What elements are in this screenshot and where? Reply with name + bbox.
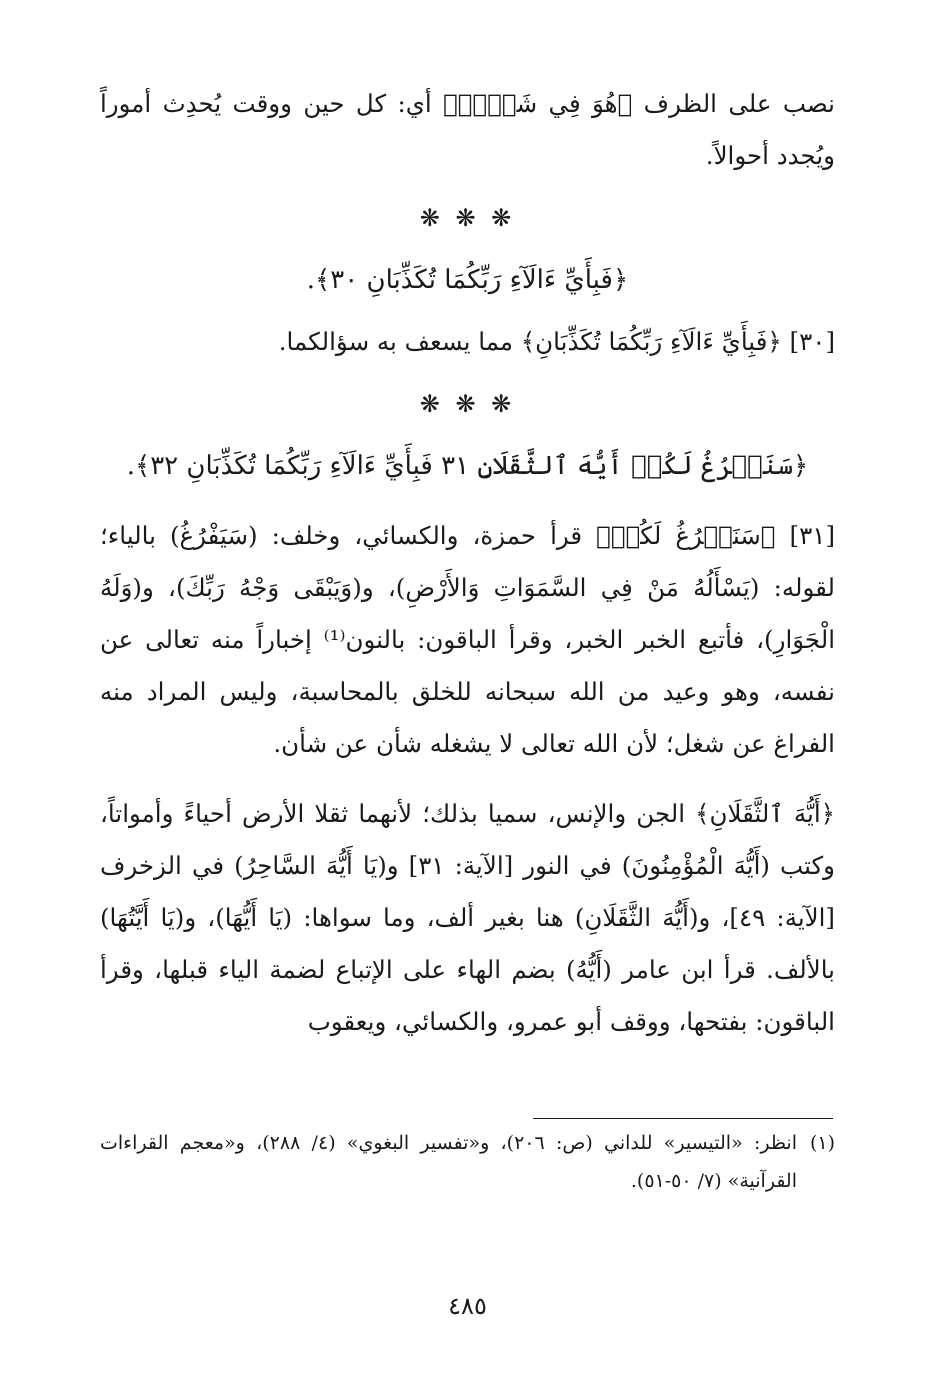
verse-30: ﴿فَبِأَيِّ ءَالَآءِ رَبِّكُمَا تُكَذِّبَانِ ٣٠﴾. [306,265,629,295]
footnotes [100,1118,835,1200]
footnote-item [100,1124,835,1200]
footnote-number: (١) [809,1132,835,1154]
main-text [100,78,835,1048]
commentary-thaqalan: ﴿أَيُّهَ ٱلثَّقَلَانِ﴾ الجن والإنس، سميا بذلك؛ لأنهما ثقلا الأرض أحياءً وأمواتاً، وكتب (أَيُّهَ الْمُؤْمِنُونَ) في النور [الآية: ٣١] و(يَا أَيُّهَ السَّاحِرُ) في الزخرف [الآية: ٤٩]، و(أَيُّهَ الثَّقَلَانِ) هنا بغير ألف، وما سواها: (يَا أَيُّهَا)، و(يَا أَيَّتُهَا) بالألف. قرأ ابن عامر (أَيُّهُ) بضم الهاء على الإتباع لضمة الياء قبلها، وقرأ الباقون: بفتحها، ووقف أبو عمرو، والكسائي، ويعقوب [100,799,836,1036]
commentary-31: [٣١] ﴿سَنَفۡرُغُ لَكُمۡ﴾ قرأ حمزة، والكسائي، وخلف: (سَيَفْرُغُ) بالياء؛ لقوله: (يَسْأَلُهُ مَنْ فِي السَّمَوَاتِ وَالأَرْضِ)، و(وَيَبْقَى وَجْهُ رَبِّكَ)، و(وَلَهُ الْجَوَارِ)، فأتبع الخبر الخبر، وقرأ الباقون: بالنون⁽¹⁾ إخباراً منه تعالى عن نفسه، وهو وعيد من الله سبحانه للخلق بالمحاسبة، وليس المراد منه الفراغ عن شغل؛ لأن الله تعالى لا يشغله شأن عن شأن. [100,521,835,758]
section-separator: ❋ ❋ ❋ [419,204,516,232]
verse-31-32: ﴿سَنَفۡرُغُ لَكُمۡ أَيُّهَ ٱلثَّقَلَانِ ٣١ فَبِأَيِّ ءَالَآءِ رَبِّكُمَا تُكَذِّبَانِ ٣٢﴾. [126,451,809,481]
page-number: ٤٨٥ [448,1292,487,1320]
paragraph-shaan: نصب على الظرف ﴿هُوَ فِي شَأۡنٖ﴾ أي: كل حين ووقت يُحدِث أموراً ويُجدد أحوالاً. [100,89,835,170]
section-separator: ❋ ❋ ❋ [419,390,516,418]
footnote-text: انظر: «التيسير» للداني (ص: ٢٠٦)، و«تفسير البغوي» (٤/ ٢٨٨)، و«معجم القراءات القرآنية» (٧/ ٥٠-٥١). [100,1132,797,1192]
commentary-30: [٣٠] ﴿فَبِأَيِّ ءَالَآءِ رَبِّكُمَا تُكَذِّبَانِ﴾ مما يسعف به سؤالكما. [278,327,835,356]
